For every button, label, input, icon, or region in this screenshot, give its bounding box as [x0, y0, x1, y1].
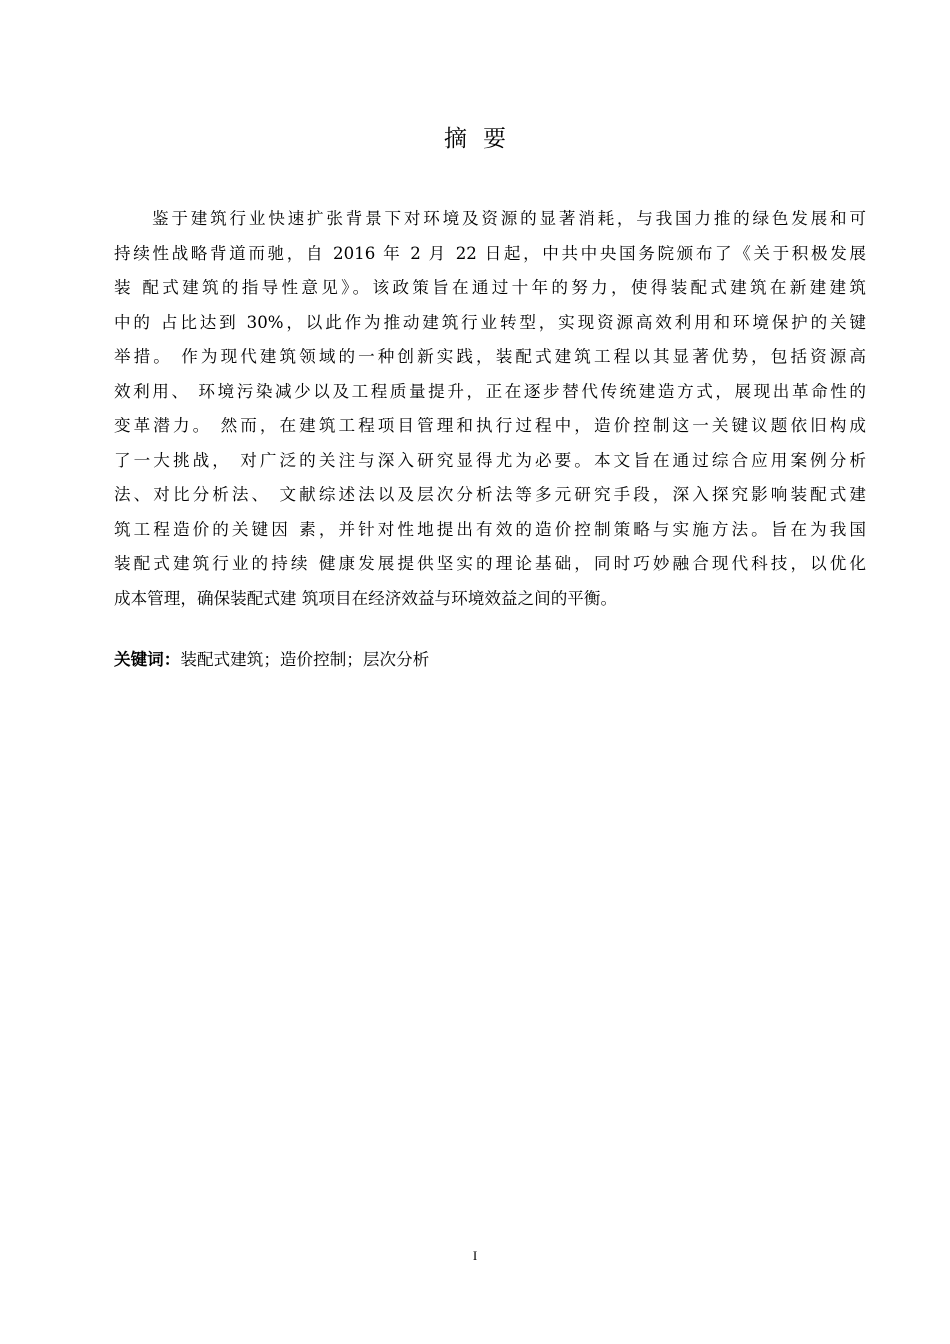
abstract-line: 法、对比分析法、 文献综述法以及层次分析法等多元研究手段，深入探究影响装配式建	[114, 485, 866, 504]
keywords-text: 装配式建筑；造价控制；层次分析	[180, 650, 430, 669]
abstract-title: 摘要	[444, 126, 522, 152]
abstract-line: 变革潜力。 然而，在建筑工程项目管理和执行过程中，造价控制这一关键议题依旧构成	[114, 416, 866, 435]
abstract-line: 举措。 作为现代建筑领域的一种创新实践，装配式建筑工程以其显著优势，包括资源高	[114, 347, 866, 366]
abstract-line: 中的 占比达到 30%，以此作为推动建筑行业转型，实现资源高效利用和环境保护的关键	[114, 312, 866, 332]
abstract-line: 鉴于建筑行业快速扩张背景下对环境及资源的显著消耗，与我国力推的绿色发展和可	[152, 209, 866, 228]
keywords-line	[114, 646, 429, 674]
abstract-body	[114, 202, 866, 616]
abstract-line: 持续性战略背道而驰，自 2016 年 2 月 22 日起，中共中央国务院颁布了《关于积极发展	[114, 243, 866, 263]
abstract-line: 装 配式建筑的指导性意见》。该政策旨在通过十年的努力，使得装配式建筑在新建建筑	[114, 278, 866, 297]
page-number: I	[472, 1248, 478, 1263]
abstract-line: 效利用、 环境污染减少以及工程质量提升，正在逐步替代传统建造方式，展现出革命性的	[114, 381, 866, 401]
abstract-line: 了一大挑战， 对广泛的关注与深入研究显得尤为必要。本文旨在通过综合应用案例分析	[114, 450, 866, 470]
abstract-line: 装配式建筑行业的持续 健康发展提供坚实的理论基础，同时巧妙融合现代科技，以优化	[114, 554, 866, 573]
abstract-line: 筑工程造价的关键因 素，并针对性地提出有效的造价控制策略与实施方法。旨在为我国	[114, 519, 866, 539]
abstract-line: 成本管理，确保装配式建 筑项目在经济效益与环境效益之间的平衡。	[114, 588, 618, 608]
keywords-label: 关键词：	[114, 650, 181, 669]
